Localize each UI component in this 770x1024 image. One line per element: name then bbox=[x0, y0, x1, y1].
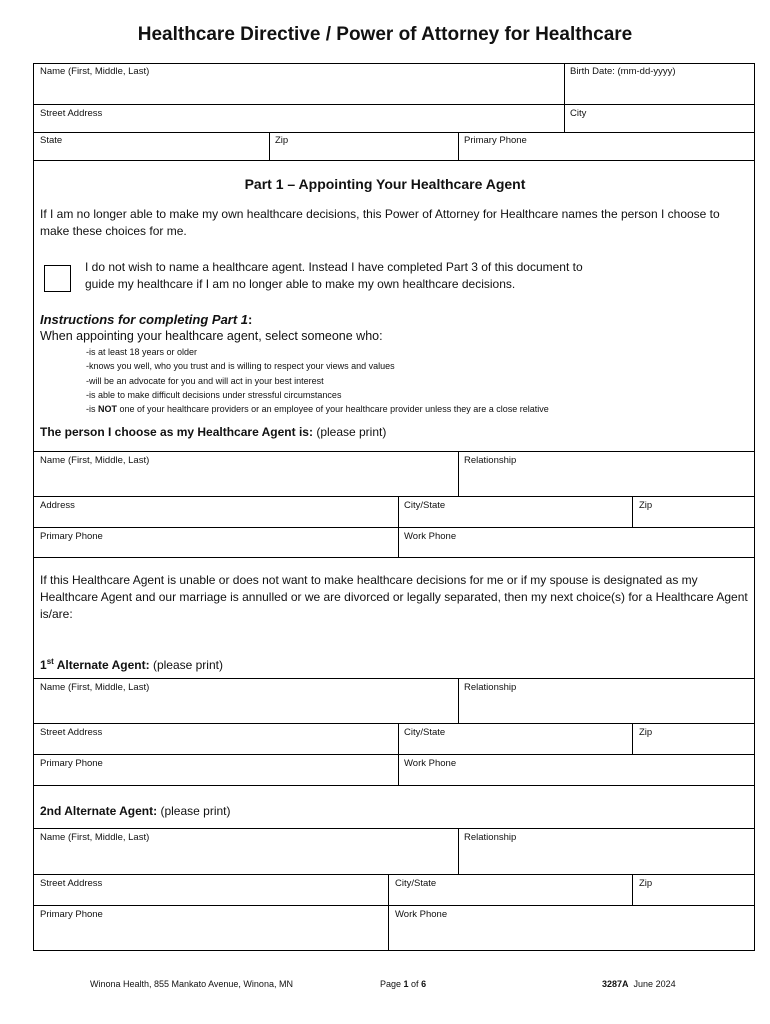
document-title: Healthcare Directive / Power of Attorney for Healthcare bbox=[137, 24, 633, 45]
agent-primary-phone-field[interactable]: Primary Phone bbox=[40, 531, 103, 542]
alt1-citystate-field[interactable]: City/State bbox=[404, 727, 446, 738]
page-current: 1 bbox=[403, 979, 409, 989]
alt1-name-field[interactable]: Name (First, Middle, Last) bbox=[40, 682, 150, 693]
alt1-heading-num: 1 bbox=[40, 658, 47, 672]
state-field[interactable]: State bbox=[40, 135, 63, 146]
street-address-field[interactable]: Street Address bbox=[40, 108, 103, 119]
divider bbox=[33, 104, 755, 105]
footer-address: Winona Health, 855 Mankato Avenue, Winona, MN bbox=[90, 979, 293, 989]
alt1-heading-rest: (please print) bbox=[149, 658, 223, 672]
agent-heading-rest: (please print) bbox=[312, 425, 387, 439]
part1-intro: If I am no longer able to make my own healthcare decisions, this Power of Attorney for Healthcare names the person I choose to make these choices for me. bbox=[40, 207, 720, 238]
alt1-work-phone-field[interactable]: Work Phone bbox=[404, 758, 457, 769]
criteria-item-pre: -is bbox=[86, 404, 98, 415]
divider bbox=[269, 132, 270, 160]
agent-relationship-field[interactable]: Relationship bbox=[464, 455, 517, 466]
alt2-work-phone-field[interactable]: Work Phone bbox=[395, 909, 448, 920]
alt1-heading-sup: st bbox=[46, 657, 54, 666]
divider bbox=[33, 557, 755, 558]
divider bbox=[33, 678, 755, 679]
alternate-intro: If this Healthcare Agent is unable or does not want to make healthcare decisions for me or if my spouse is designated as my Healthcare Agent and our marriage is annulled or we are divorced or legally separated, then my next choice(s) for a Healthcare Agent is/are: bbox=[40, 573, 748, 621]
form-date: June 2024 bbox=[633, 979, 676, 989]
divider bbox=[564, 63, 565, 132]
footer-form-id bbox=[602, 979, 676, 989]
divider bbox=[33, 874, 755, 875]
instructions-subheading: When appointing your healthcare agent, select someone who: bbox=[40, 329, 383, 343]
divider bbox=[458, 132, 459, 160]
divider bbox=[458, 828, 459, 874]
page-total: 6 bbox=[421, 979, 427, 989]
divider bbox=[33, 785, 755, 786]
form-id: 3287A bbox=[602, 979, 629, 989]
criteria-item: -will be an advocate for you and will act in your best interest bbox=[86, 375, 324, 386]
agent-citystate-field[interactable]: City/State bbox=[404, 500, 446, 511]
no-agent-checkbox[interactable] bbox=[44, 265, 71, 292]
no-agent-line-2: guide my healthcare if I am no longer able to make my own healthcare decisions. bbox=[85, 277, 516, 291]
alt2-name-field[interactable]: Name (First, Middle, Last) bbox=[40, 832, 150, 843]
alt2-street-address-field[interactable]: Street Address bbox=[40, 878, 103, 889]
criteria-item: -is at least 18 years or older bbox=[86, 347, 198, 357]
alt2-citystate-field[interactable]: City/State bbox=[395, 878, 437, 889]
criteria-item: -knows you well, who you trust and is willing to respect your views and values bbox=[86, 361, 395, 372]
page-label: Page bbox=[380, 979, 404, 989]
agent-name-field[interactable]: Name (First, Middle, Last) bbox=[40, 455, 150, 466]
primary-phone-field[interactable]: Primary Phone bbox=[464, 135, 527, 146]
divider bbox=[632, 874, 633, 905]
divider bbox=[33, 723, 755, 724]
alt1-heading-bold: Alternate Agent: bbox=[53, 658, 150, 672]
divider bbox=[458, 451, 459, 496]
divider bbox=[33, 451, 755, 452]
alt2-heading-rest: (please print) bbox=[157, 804, 231, 818]
divider bbox=[33, 527, 755, 528]
divider bbox=[632, 723, 633, 754]
alt2-relationship-field[interactable]: Relationship bbox=[464, 832, 517, 843]
criteria-item-emphasis: NOT bbox=[98, 404, 117, 415]
divider bbox=[458, 678, 459, 723]
no-agent-line-1: I do not wish to name a healthcare agent. Instead I have completed Part 3 of this document to bbox=[85, 260, 583, 274]
alt2-heading bbox=[40, 803, 231, 820]
agent-zip-field[interactable]: Zip bbox=[639, 500, 653, 511]
agent-work-phone-field[interactable]: Work Phone bbox=[404, 531, 457, 542]
criteria-item bbox=[86, 402, 549, 416]
criteria-item-post: one of your healthcare providers or an employee of your healthcare provider unless they are a close relative bbox=[117, 404, 549, 415]
birth-date-field[interactable]: Birth Date: (mm-dd-yyyy) bbox=[570, 66, 676, 77]
alt1-street-address-field[interactable]: Street Address bbox=[40, 727, 103, 738]
zip-field[interactable]: Zip bbox=[275, 135, 289, 146]
city-field[interactable]: City bbox=[570, 108, 587, 119]
agent-heading bbox=[40, 424, 386, 441]
alt1-primary-phone-field[interactable]: Primary Phone bbox=[40, 758, 103, 769]
page-of: of bbox=[408, 979, 422, 989]
criteria-item: -is able to make difficult decisions under stressful circumstances bbox=[86, 389, 342, 400]
alt1-relationship-field[interactable]: Relationship bbox=[464, 682, 517, 693]
divider bbox=[33, 828, 755, 829]
alt1-zip-field[interactable]: Zip bbox=[639, 727, 653, 738]
divider bbox=[33, 496, 755, 497]
divider bbox=[33, 754, 755, 755]
agent-heading-bold: The person I choose as my Healthcare Agent is: bbox=[40, 425, 313, 439]
alt1-heading bbox=[40, 653, 223, 674]
divider bbox=[33, 160, 755, 161]
alt2-heading-bold: 2nd Alternate Agent: bbox=[40, 804, 158, 818]
footer-page-number bbox=[380, 979, 426, 989]
alt2-primary-phone-field[interactable]: Primary Phone bbox=[40, 909, 103, 920]
divider bbox=[388, 874, 389, 951]
name-field[interactable]: Name (First, Middle, Last) bbox=[40, 66, 150, 77]
criteria-list bbox=[86, 345, 549, 416]
instructions-heading-text: Instructions for completing Part 1 bbox=[40, 312, 249, 327]
instructions-heading bbox=[40, 312, 252, 327]
instructions-heading-colon: : bbox=[248, 312, 253, 327]
divider bbox=[33, 132, 755, 133]
divider bbox=[632, 496, 633, 527]
alt2-zip-field[interactable]: Zip bbox=[639, 878, 653, 889]
part1-title: Part 1 – Appointing Your Healthcare Agent bbox=[244, 176, 526, 192]
divider bbox=[33, 905, 755, 906]
agent-address-field[interactable]: Address bbox=[40, 500, 75, 511]
